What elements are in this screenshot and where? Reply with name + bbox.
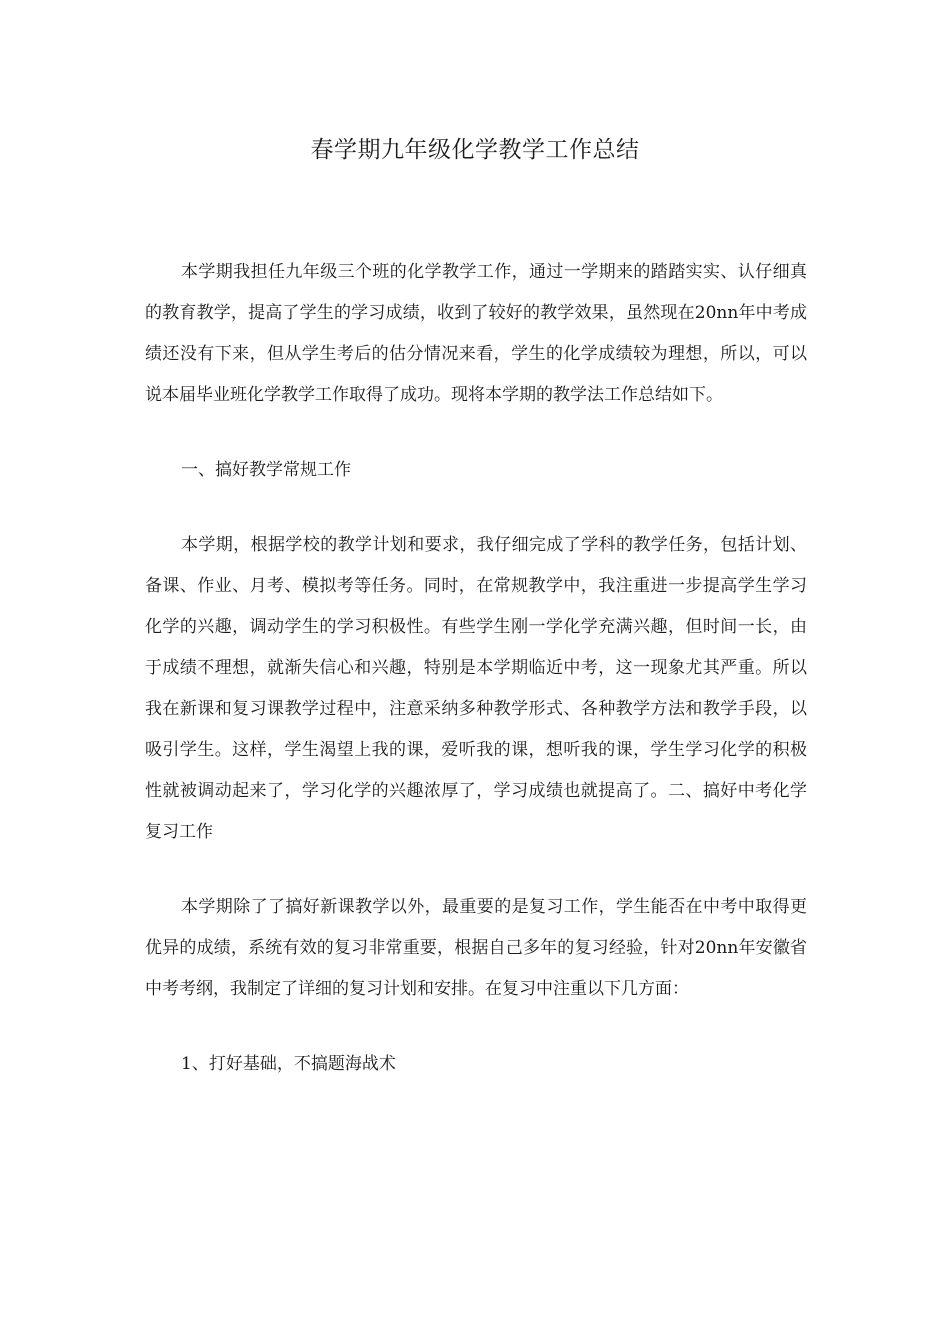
document-title: 春学期九年级化学教学工作总结 <box>310 137 640 163</box>
section-heading-routine-work: 一、搞好教学常规工作 <box>181 460 351 480</box>
paragraph-review-work: 本学期除了了搞好新课教学以外，最重要的是复习工作，学生能否在中考中取得更优异的成绩，系统有效的复习非常重要，根据自己多年的复习经验，针对20nn年安徽省中考考纲，我制定了详细的复习计划和安排。在复习中注重以下几方面： <box>145 897 807 999</box>
subheading-foundation: 1、打好基础，不搞题海战术 <box>181 1054 396 1074</box>
document-body <box>145 252 807 1085</box>
paragraph-routine-work: 本学期，根据学校的教学计划和要求，我仔细完成了学科的教学任务，包括计划、备课、作业、月考、模拟考等任务。同时，在常规教学中，我注重进一步提高学生学习化学的兴趣，调动学生的学习积极性。有些学生刚一学化学充满兴趣，但时间一长，由于成绩不理想，就渐失信心和兴趣，特别是本学期临近中考，这一现象尤其严重。所以我在新课和复习课教学过程中，注意采纳多种教学形式、各种教学方法和教学手段，以吸引学生。这样，学生渴望上我的课，爱听我的课，想听我的课，学生学习化学的积极性就被调动起来了，学习化学的兴趣浓厚了，学习成绩也就提高了。二、搞好中考化学复习工作 <box>145 535 807 842</box>
paragraph-intro: 本学期我担任九年级三个班的化学教学工作，通过一学期来的踏踏实实、认仔细真的教育教学，提高了学生的学习成绩，收到了较好的教学效果，虽然现在20nn年中考成绩还没有下来，但从学生考后的估分情况来看，学生的化学成绩较为理想，所以，可以说本届毕业班化学教学工作取得了成功。现将本学期的教学法工作总结如下。 <box>145 262 807 405</box>
